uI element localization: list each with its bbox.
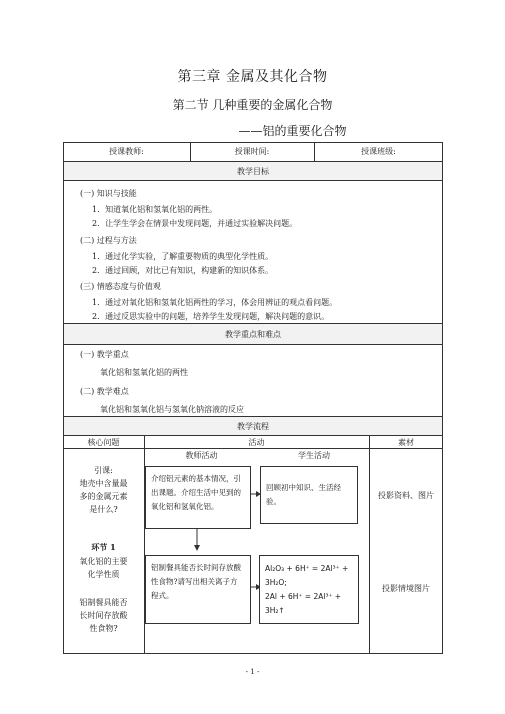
equation-line: 2Al + 6H⁺ = 2Al³⁺ +: [265, 592, 342, 601]
objective-item: 2．通过反思实验中的问题，培养学生发现问题，解决问题的意识。: [92, 312, 330, 321]
arrow-down-icon: [193, 529, 201, 551]
objective-item: 2．让学生学会在情景中发现问题，并通过实验解决问题。: [92, 219, 298, 228]
difficulty-title: (二) 教学难点: [80, 387, 129, 396]
class-field: 授课班级:: [361, 147, 396, 156]
col-activity: 活动: [248, 438, 265, 447]
difficulty-text: 氧化铝和氢氧化铝与氢氧化钠溶液的反应: [100, 405, 244, 414]
student-activity-box-1: 回顾初中知识、生活经验。: [260, 466, 358, 524]
focus-text: 氧化铝和氢氧化铝的两性: [100, 368, 188, 377]
objective-group-title: (二) 过程与方法: [80, 236, 137, 245]
equation-line: 3H₂↑: [265, 606, 285, 615]
focus-title: (一) 教学重点: [80, 350, 129, 359]
objective-item: 1．通过化学实验，了解重要物质的典型化学性质。: [92, 252, 274, 261]
core-question-3: 铝制餐具能否 长时间存放酸 性食物?: [79, 598, 128, 633]
teacher-activity-box-2: 铝制餐具能否长时间存放酸性食物?请写出相关离子方程式。: [145, 555, 251, 624]
student-activity-box-2: [259, 555, 359, 624]
objective-group-title: (一) 知识与技能: [80, 189, 137, 198]
col-material: 素材: [398, 438, 414, 447]
objective-item: 1．知道氧化铝和氢氧化铝的两性。: [92, 205, 218, 214]
material-1: 投影资料、图片: [378, 491, 434, 500]
col-core-question: 核心问题: [87, 438, 120, 447]
equation-line: Al₂O₃ + 6H⁺ = 2Al³⁺ +: [265, 564, 349, 573]
process-heading: 教学流程: [237, 422, 269, 431]
sub-student-activity: 学生活动: [298, 451, 330, 460]
objective-item: 1．通过对氧化铝和氢氧化铝两性的学习，体会用辨证的观点看问题。: [92, 298, 338, 307]
chapter-title: 第三章 金属及其化合物: [177, 69, 328, 85]
sub-teacher-activity: 教师活动: [185, 451, 218, 460]
material-2: 投影情境图片: [382, 584, 430, 593]
teacher-activity-box-1: 介绍铝元素的基本情况，引出课题。介绍生活中见到的氧化铝和氢氧化铝。: [145, 466, 251, 529]
section-title: 第二节 几种重要的金属化合物: [172, 98, 333, 112]
time-field: 授课时间:: [234, 147, 270, 156]
objective-group-title: (三) 情感态度与价值观: [80, 282, 161, 291]
objective-item: 2．通过回顾，对比已有知识，构建新的知识体系。: [92, 266, 274, 275]
page-number: - 1 -: [245, 668, 260, 676]
stage-label: 环节 1: [91, 542, 116, 552]
equation-line: 3H₂O;: [265, 578, 287, 587]
objectives-heading: 教学目标: [237, 167, 269, 176]
topic-subtitle: ——铝的重要化合物: [238, 124, 347, 138]
core-question-1: 引课: 地壳中含量最 多的金属元素 是什么?: [79, 466, 128, 514]
teacher-field: 授课教师:: [109, 147, 144, 156]
core-question-2: 氧化铝的主要 化学性质: [79, 557, 128, 579]
key-points-heading: 教学重点和难点: [225, 330, 281, 339]
